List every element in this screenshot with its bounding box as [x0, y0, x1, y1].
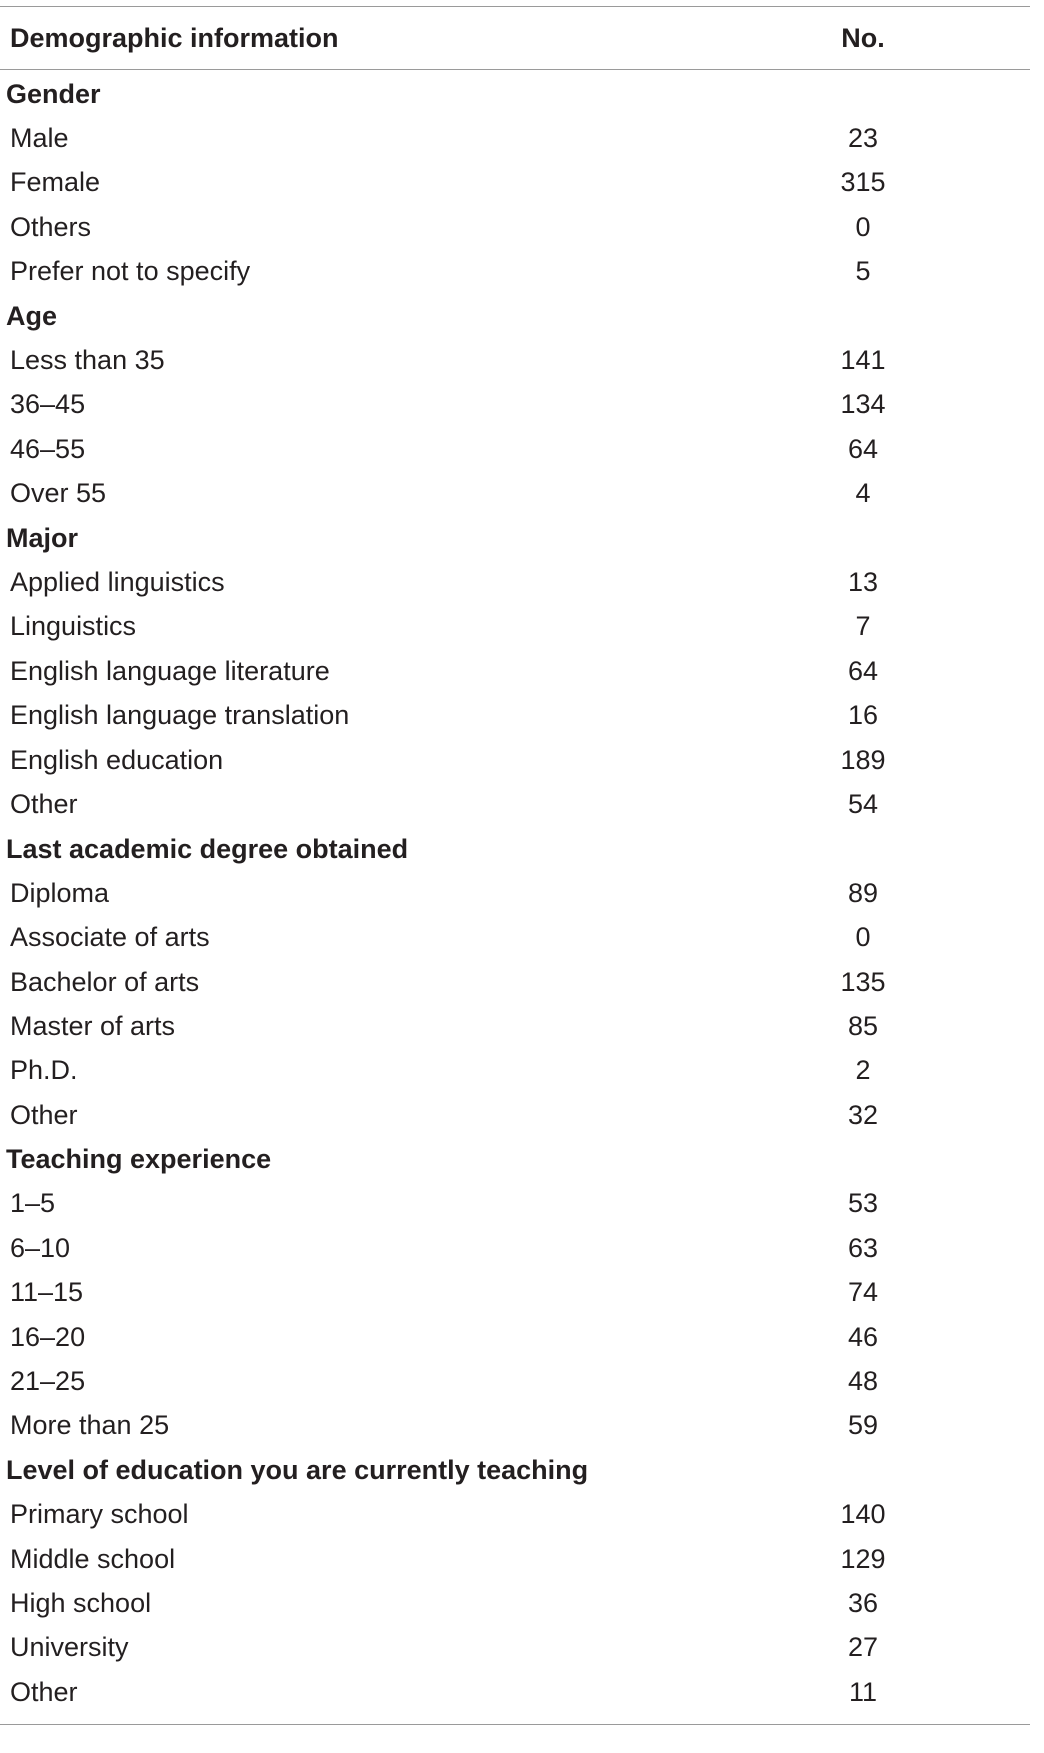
row-label: Master of arts [10, 1010, 176, 1041]
row-label: Associate of arts [10, 922, 210, 953]
row-label: Middle school [10, 1543, 176, 1574]
row-label: Applied linguistics [10, 566, 225, 597]
row-value: 64 [847, 655, 879, 686]
table-row [0, 250, 1030, 294]
row-label: English language literature [10, 655, 330, 686]
row-label: Other [10, 788, 78, 819]
row-value: 11 [848, 1676, 878, 1707]
row-value: 141 [840, 345, 886, 376]
table-row [0, 472, 1030, 516]
row-value: 74 [847, 1277, 879, 1308]
row-label: 36–45 [10, 389, 86, 420]
row-label: Primary school [10, 1499, 189, 1530]
row-label: Others [10, 211, 92, 242]
row-value: 315 [840, 167, 886, 198]
table-row [0, 1493, 1030, 1537]
row-label: Linguistics [10, 611, 137, 642]
row-label: Prefer not to specify [10, 256, 251, 287]
section-heading: Gender [6, 79, 101, 109]
section-heading: Level of education you are currently teaching [6, 1455, 589, 1486]
row-value: 64 [847, 433, 879, 464]
table-row [0, 161, 1030, 205]
section-heading: Teaching experience [6, 1144, 272, 1175]
row-value: 48 [847, 1366, 879, 1397]
row-label: 11–15 [10, 1277, 84, 1308]
table-row [0, 1182, 1030, 1226]
table-row [0, 1359, 1030, 1403]
row-label: Other [10, 1676, 78, 1707]
row-label: English language translation [10, 700, 350, 731]
row-label: Diploma [10, 877, 110, 908]
row-label: Over 55 [10, 478, 107, 509]
table-row [0, 1581, 1030, 1625]
row-value: 129 [840, 1543, 886, 1574]
row-label: Ph.D. [10, 1055, 78, 1086]
row-label: More than 25 [10, 1410, 170, 1441]
table-row [0, 871, 1030, 915]
row-label: Other [10, 1099, 78, 1130]
row-value: 4 [855, 478, 871, 509]
row-value: 59 [847, 1410, 879, 1441]
table-body [0, 70, 1030, 1714]
row-value: 36 [847, 1587, 879, 1618]
row-value: 32 [847, 1099, 879, 1130]
row-value: 13 [847, 566, 879, 597]
demographic-table [0, 6, 1030, 1725]
table-row [0, 1004, 1030, 1048]
row-label: University [10, 1632, 129, 1663]
table-header [0, 7, 1030, 69]
row-value: 134 [840, 389, 886, 420]
row-value: 53 [847, 1188, 879, 1219]
table-row [0, 383, 1030, 427]
row-label: Bachelor of arts [10, 966, 200, 997]
table-row [0, 782, 1030, 826]
table-row [0, 427, 1030, 471]
row-label: Male [10, 123, 69, 154]
row-value: 5 [855, 256, 871, 287]
row-value: 23 [847, 123, 879, 154]
row-value: 63 [847, 1232, 879, 1263]
section-heading: Age [6, 300, 58, 331]
table-row [0, 1226, 1030, 1270]
table-row [0, 649, 1030, 693]
row-value: 46 [847, 1321, 879, 1352]
row-value: 135 [840, 966, 886, 997]
row-value: 2 [855, 1055, 871, 1086]
row-value: 140 [840, 1499, 886, 1530]
table-row [0, 1670, 1030, 1714]
bottom-rule [0, 1724, 1030, 1725]
table-row [0, 1093, 1030, 1137]
row-label: Female [10, 167, 101, 198]
row-label: 6–10 [10, 1232, 71, 1263]
row-value: 85 [847, 1010, 879, 1041]
section-heading: Major [6, 522, 79, 553]
table-row [0, 205, 1030, 249]
table-row [0, 1537, 1030, 1581]
table-row [0, 693, 1030, 737]
row-value: 0 [855, 211, 871, 242]
table-row [0, 960, 1030, 1004]
row-value: 7 [855, 611, 871, 642]
table-row [0, 738, 1030, 782]
table-row [0, 1315, 1030, 1359]
table-row [0, 1404, 1030, 1448]
section-heading: Last academic degree obtained [6, 833, 409, 864]
table-row [0, 1271, 1030, 1315]
row-value: 0 [855, 922, 871, 953]
table-row [0, 605, 1030, 649]
table-row [0, 116, 1030, 160]
row-label: High school [10, 1587, 152, 1618]
table-row [0, 1626, 1030, 1670]
row-label: 16–20 [10, 1321, 86, 1352]
row-label: 21–25 [10, 1366, 86, 1397]
table-row [0, 560, 1030, 604]
header-value: No. [841, 22, 885, 53]
table-row [0, 915, 1030, 959]
header-label: Demographic information [10, 22, 339, 53]
row-value: 89 [847, 877, 879, 908]
row-label: 46–55 [10, 433, 86, 464]
row-label: 1–5 [10, 1188, 56, 1219]
row-value: 16 [847, 700, 879, 731]
table-row [0, 1049, 1030, 1093]
table-row [0, 338, 1030, 382]
row-value: 189 [840, 744, 886, 775]
row-value: 27 [847, 1632, 879, 1663]
row-value: 54 [847, 788, 879, 819]
row-label: Less than 35 [10, 345, 165, 376]
row-label: English education [10, 744, 224, 775]
